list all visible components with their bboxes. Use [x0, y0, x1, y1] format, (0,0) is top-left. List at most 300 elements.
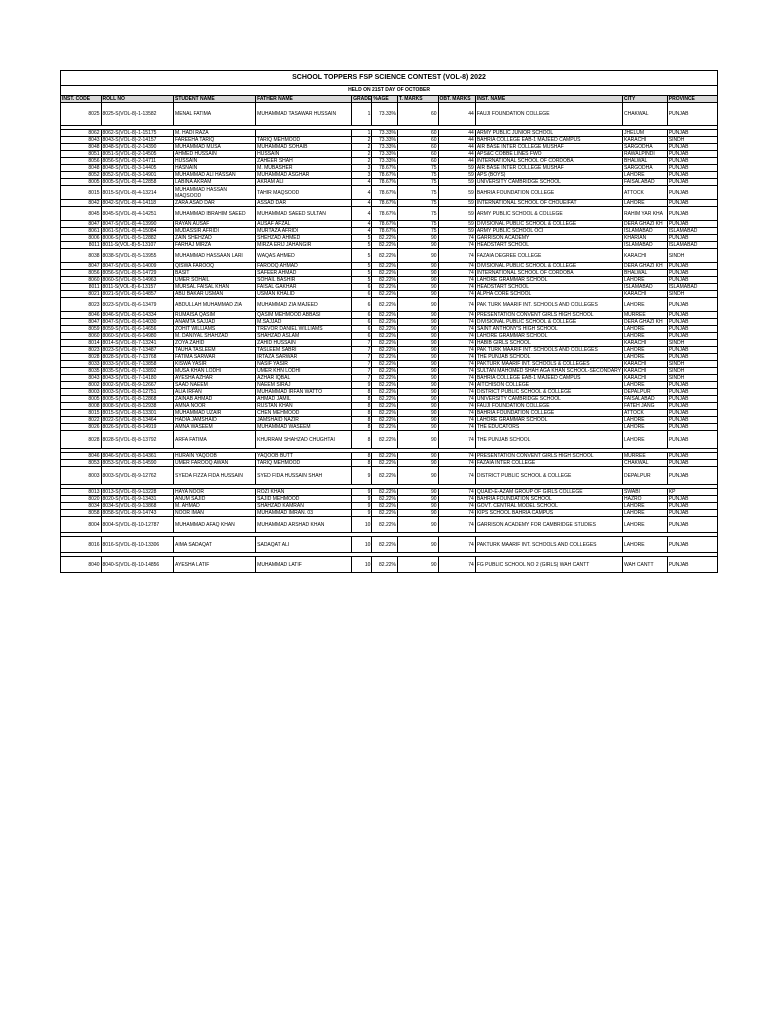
- cell-percentage: 78.67%: [372, 228, 398, 235]
- cell-obtained-marks: 74: [438, 382, 475, 389]
- table-row: [61, 375, 718, 382]
- cell-obtained-marks: 74: [438, 431, 475, 449]
- cell-total-marks: 90: [397, 467, 438, 485]
- cell-father-name: ASSAD DAR: [256, 200, 352, 207]
- table-row: [61, 200, 718, 207]
- cell-city: LAHORE: [623, 417, 668, 424]
- cell-roll-no: 8002-S(VOL-8)-9-12667: [101, 382, 174, 389]
- cell-city: DERA GHAZI KH: [623, 263, 668, 270]
- cell-inst-code: 8051: [61, 151, 102, 158]
- cell-student-name: MUHAMMAD ALI HASSAN: [174, 172, 256, 179]
- cell-roll-no: 8053-S(VOL-8)-8-14590: [101, 460, 174, 467]
- cell-roll-no: 8040-S(VOL-8)-10-14856: [101, 557, 174, 573]
- table-row: [61, 298, 718, 312]
- cell-obtained-marks: 44: [438, 144, 475, 151]
- cell-father-name: TARIQ MEHMOOD: [256, 460, 352, 467]
- cell-obtained-marks: 59: [438, 200, 475, 207]
- cell-inst-name: PRESENTATION CONVENT GIRLS HIGH SCHOOL: [475, 453, 622, 460]
- cell-grade: 2: [352, 137, 372, 144]
- cell-inst-name: LAHORE GRAMMAR SCHOOL: [475, 277, 622, 284]
- cell-total-marks: 90: [397, 403, 438, 410]
- cell-inst-name: DIVISIONAL PUBLIC SCHOOL & COLLEGE: [475, 263, 622, 270]
- cell-father-name: NASIF YASIR: [256, 361, 352, 368]
- cell-obtained-marks: 44: [438, 158, 475, 165]
- cell-percentage: 73.33%: [372, 130, 398, 137]
- cell-total-marks: 90: [397, 361, 438, 368]
- cell-inst-code: 8061: [61, 228, 102, 235]
- cell-obtained-marks: 74: [438, 453, 475, 460]
- cell-grade: 10: [352, 557, 372, 573]
- cell-province: PUNJAB: [667, 172, 717, 179]
- cell-father-name: TARIQ MEHMOOD: [256, 137, 352, 144]
- cell-student-name: FARHAJ MIRZA: [174, 242, 256, 249]
- cell-grade: 4: [352, 200, 372, 207]
- cell-grade: 7: [352, 354, 372, 361]
- cell-father-name: NAEEM SIRAJ: [256, 382, 352, 389]
- cell-student-name: QISWA FAROOQ: [174, 263, 256, 270]
- cell-roll-no: 8046-S(VOL-8)-8-14361: [101, 453, 174, 460]
- cell-grade: 9: [352, 503, 372, 510]
- cell-total-marks: 90: [397, 277, 438, 284]
- table-row: [61, 151, 718, 158]
- cell-city: FAISALABAD: [623, 179, 668, 186]
- cell-grade: 9: [352, 489, 372, 496]
- cell-percentage: 73.33%: [372, 158, 398, 165]
- cell-total-marks: 75: [397, 228, 438, 235]
- cell-grade: 8: [352, 424, 372, 431]
- cell-percentage: 82.22%: [372, 291, 398, 298]
- cell-father-name: SOHAIL BASHIR: [256, 277, 352, 284]
- cell-obtained-marks: 74: [438, 347, 475, 354]
- cell-inst-name: BAHRIA FOUNDATION COLLEGE: [475, 186, 622, 200]
- results-table: [60, 95, 718, 573]
- table-row: [61, 354, 718, 361]
- cell-roll-no: 8045-S(VOL-8)-4-14251: [101, 207, 174, 221]
- cell-student-name: M. DANIYAL SHAHZAD: [174, 333, 256, 340]
- cell-student-name: MUHAMMAD HASSAN MAQSOOD: [174, 186, 256, 200]
- cell-province: PUNJAB: [667, 354, 717, 361]
- cell-inst-code: 8013: [61, 489, 102, 496]
- table-row: [61, 165, 718, 172]
- cell-inst-name: AIR BASE INTER COLLEGE MUSHAF: [475, 144, 622, 151]
- cell-province: PUNJAB: [667, 333, 717, 340]
- cell-obtained-marks: 59: [438, 165, 475, 172]
- cell-grade: 3: [352, 165, 372, 172]
- cell-grade: 6: [352, 326, 372, 333]
- cell-roll-no: 8046-S(VOL-8)-6-14334: [101, 312, 174, 319]
- cell-city: SWABI: [623, 489, 668, 496]
- cell-student-name: MUHAMMAD IBRAHIM SAEED: [174, 207, 256, 221]
- cell-roll-no: 8026-S(VOL-8)-8-14919: [101, 424, 174, 431]
- cell-city: MURREE: [623, 312, 668, 319]
- cell-city: LAHORE: [623, 354, 668, 361]
- cell-inst-name: LAHORE GRAMMAR SCHOOL: [475, 417, 622, 424]
- cell-inst-name: HEADSTART SCHOOL: [475, 242, 622, 249]
- table-row: [61, 158, 718, 165]
- cell-inst-code: 8045: [61, 207, 102, 221]
- cell-inst-code: 8022: [61, 417, 102, 424]
- cell-father-name: FAROOQ AHMAD: [256, 263, 352, 270]
- cell-obtained-marks: 74: [438, 319, 475, 326]
- cell-total-marks: 90: [397, 326, 438, 333]
- cell-percentage: 78.67%: [372, 207, 398, 221]
- cell-father-name: [256, 130, 352, 137]
- cell-roll-no: 8016-S(VOL-8)-10-13306: [101, 537, 174, 553]
- cell-inst-code: 8035: [61, 368, 102, 375]
- cell-province: SINDH: [667, 368, 717, 375]
- cell-student-name: AYESHA LATIF: [174, 557, 256, 573]
- cell-city: KHARIAN: [623, 235, 668, 242]
- cell-grade: 5: [352, 249, 372, 263]
- cell-city: KARACHI: [623, 291, 668, 298]
- cell-grade: 6: [352, 291, 372, 298]
- cell-inst-name: FAUJI FOUNDATION COLLEGE: [475, 103, 622, 126]
- cell-grade: 5: [352, 277, 372, 284]
- cell-province: PUNJAB: [667, 503, 717, 510]
- cell-inst-code: 8028: [61, 431, 102, 449]
- cell-percentage: 82.22%: [372, 503, 398, 510]
- cell-inst-name: DISTRICT PUBLIC SCHOOL & COLLEGE: [475, 389, 622, 396]
- cell-grade: 5: [352, 235, 372, 242]
- cell-student-name: MUHAMMAD AFAQ KHAN: [174, 517, 256, 533]
- cell-inst-code: 8056: [61, 158, 102, 165]
- table-row: [61, 137, 718, 144]
- col-father-name: FATHER NAME: [256, 96, 352, 103]
- cell-percentage: 82.22%: [372, 298, 398, 312]
- table-row: [61, 103, 718, 126]
- cell-obtained-marks: 74: [438, 417, 475, 424]
- table-row: [61, 382, 718, 389]
- cell-province: PUNJAB: [667, 510, 717, 517]
- cell-student-name: SYEDA FIZZA FIDA HUSSAIN: [174, 467, 256, 485]
- cell-percentage: 82.22%: [372, 235, 398, 242]
- table-row: [61, 340, 718, 347]
- cell-obtained-marks: 74: [438, 460, 475, 467]
- cell-inst-code: 8005: [61, 179, 102, 186]
- table-row: [61, 403, 718, 410]
- cell-province: PUNJAB: [667, 312, 717, 319]
- cell-father-name: SAJID MEHMOOD: [256, 496, 352, 503]
- cell-province: PUNJAB: [667, 496, 717, 503]
- cell-father-name: MUHAMMAD IRFAN WATTO: [256, 389, 352, 396]
- cell-obtained-marks: 74: [438, 424, 475, 431]
- table-row: [61, 333, 718, 340]
- cell-student-name: MUHAMMAD MUSA: [174, 144, 256, 151]
- cell-roll-no: 8015-S(VOL-8)-4-13214: [101, 186, 174, 200]
- cell-student-name: MENAL FATIMA: [174, 103, 256, 126]
- cell-student-name: FATIMA SARWAR: [174, 354, 256, 361]
- cell-city: LAHORE: [623, 172, 668, 179]
- cell-total-marks: 75: [397, 207, 438, 221]
- cell-city: ISLAMABAD: [623, 242, 668, 249]
- cell-inst-code: 8060: [61, 333, 102, 340]
- cell-father-name: HUSSAIN: [256, 151, 352, 158]
- cell-obtained-marks: 74: [438, 326, 475, 333]
- cell-roll-no: 8005-S(VOL-8)-8-12868: [101, 396, 174, 403]
- cell-obtained-marks: 74: [438, 277, 475, 284]
- cell-grade: 5: [352, 242, 372, 249]
- cell-roll-no: 8028-S(VOL-8)-8-13792: [101, 431, 174, 449]
- cell-roll-no: 8021-S(VOL-8)-6-14857: [101, 291, 174, 298]
- cell-obtained-marks: 44: [438, 103, 475, 126]
- cell-roll-no: 8047-S(VOL-8)-4-13990: [101, 221, 174, 228]
- col-inst-name: INST. NAME: [475, 96, 622, 103]
- cell-percentage: 82.22%: [372, 284, 398, 291]
- cell-province: PUNJAB: [667, 144, 717, 151]
- cell-total-marks: 90: [397, 375, 438, 382]
- cell-roll-no: 8060-S(VOL-8)-5-14963: [101, 277, 174, 284]
- cell-roll-no: 8048-S(VOL-8)-3-14405: [101, 165, 174, 172]
- cell-percentage: 82.22%: [372, 263, 398, 270]
- cell-grade: 8: [352, 453, 372, 460]
- cell-obtained-marks: 74: [438, 510, 475, 517]
- table-row: [61, 557, 718, 573]
- cell-student-name: MURSAL FAISAL KHAN: [174, 284, 256, 291]
- cell-inst-code: 8033: [61, 361, 102, 368]
- cell-province: PUNJAB: [667, 277, 717, 284]
- cell-total-marks: 90: [397, 557, 438, 573]
- cell-total-marks: 90: [397, 537, 438, 553]
- table-row: [61, 347, 718, 354]
- cell-roll-no: 8033-S(VOL-8)-7-13858: [101, 361, 174, 368]
- cell-inst-code: 8014: [61, 340, 102, 347]
- cell-city: SARGODHA: [623, 144, 668, 151]
- cell-father-name: SAFEER AHMAD: [256, 270, 352, 277]
- cell-total-marks: 75: [397, 172, 438, 179]
- col-percentage: %AGE: [372, 96, 398, 103]
- cell-inst-name: DIVISIONAL PUBLIC SCHOOL & COLLEGE: [475, 221, 622, 228]
- cell-student-name: LABINA AKRAM: [174, 179, 256, 186]
- cell-city: WAH CANTT: [623, 557, 668, 573]
- cell-province: SINDH: [667, 249, 717, 263]
- cell-inst-name: HEADSTART SCHOOL: [475, 284, 622, 291]
- cell-obtained-marks: 74: [438, 361, 475, 368]
- cell-grade: 4: [352, 221, 372, 228]
- cell-inst-code: 8034: [61, 503, 102, 510]
- cell-obtained-marks: 74: [438, 496, 475, 503]
- cell-father-name: ROZI KHAN: [256, 489, 352, 496]
- cell-total-marks: 90: [397, 312, 438, 319]
- cell-total-marks: 90: [397, 424, 438, 431]
- cell-inst-code: 8046: [61, 312, 102, 319]
- cell-city: FAISALABAD: [623, 396, 668, 403]
- cell-grade: 1: [352, 130, 372, 137]
- cell-student-name: TAUHA TASLEEM: [174, 347, 256, 354]
- cell-inst-name: INTERNATIONAL SCHOOL OF CHOUEIFAT: [475, 200, 622, 207]
- cell-percentage: 82.22%: [372, 340, 398, 347]
- cell-province: PUNJAB: [667, 431, 717, 449]
- cell-total-marks: 90: [397, 242, 438, 249]
- cell-father-name: MUHAMMAD SAEED SULTAN: [256, 207, 352, 221]
- cell-student-name: HADIA JAMSHAID: [174, 417, 256, 424]
- cell-total-marks: 90: [397, 368, 438, 375]
- results-sheet: [60, 70, 718, 573]
- cell-roll-no: 8003-S(VOL-8)-8-12751: [101, 389, 174, 396]
- cell-inst-name: ALPHA CORE SCHOOL: [475, 291, 622, 298]
- cell-roll-no: 8023-S(VOL-8)-7-13487: [101, 347, 174, 354]
- cell-total-marks: 90: [397, 263, 438, 270]
- cell-city: RAWALPINDI: [623, 151, 668, 158]
- cell-inst-name: FAZAIA INTER COLLEGE: [475, 460, 622, 467]
- cell-percentage: 82.22%: [372, 249, 398, 263]
- cell-inst-name: AITCHISON COLLEGE: [475, 382, 622, 389]
- cell-province: PUNJAB: [667, 235, 717, 242]
- cell-student-name: ABDULLAH MUHAMMAD ZIA: [174, 298, 256, 312]
- cell-obtained-marks: 74: [438, 489, 475, 496]
- cell-roll-no: 8051-S(VOL-8)-2-14505: [101, 151, 174, 158]
- cell-percentage: 73.33%: [372, 144, 398, 151]
- cell-student-name: AIMA SADAQAT: [174, 537, 256, 553]
- cell-obtained-marks: 74: [438, 263, 475, 270]
- table-row: [61, 291, 718, 298]
- cell-province: SINDH: [667, 291, 717, 298]
- cell-city: MURREE: [623, 453, 668, 460]
- cell-percentage: 82.22%: [372, 417, 398, 424]
- cell-city: CHAKWAL: [623, 460, 668, 467]
- cell-father-name: UMER KHN LODHI: [256, 368, 352, 375]
- cell-total-marks: 90: [397, 396, 438, 403]
- cell-inst-code: 8062: [61, 130, 102, 137]
- cell-student-name: ALIA IRFAN: [174, 389, 256, 396]
- cell-total-marks: 90: [397, 417, 438, 424]
- cell-inst-name: INTERNATIONAL SCHOOL OF CORDOBA: [475, 270, 622, 277]
- cell-obtained-marks: 74: [438, 333, 475, 340]
- cell-total-marks: 90: [397, 503, 438, 510]
- cell-roll-no: 8048-S(VOL-8)-2-14390: [101, 144, 174, 151]
- cell-obtained-marks: 74: [438, 517, 475, 533]
- cell-grade: 6: [352, 312, 372, 319]
- cell-father-name: MUHAMMAD ASGHAR: [256, 172, 352, 179]
- table-row: [61, 517, 718, 533]
- cell-student-name: MUHAMMAD HASSAAN LARI: [174, 249, 256, 263]
- cell-inst-name: HABIB GIRLS SCHOOL: [475, 340, 622, 347]
- cell-inst-code: 8005: [61, 396, 102, 403]
- table-row: [61, 537, 718, 553]
- cell-grade: 9: [352, 510, 372, 517]
- cell-city: LAHORE: [623, 347, 668, 354]
- cell-province: PUNJAB: [667, 389, 717, 396]
- cell-inst-name: ARMY PUBLIC SCHOOL & COLLEGE: [475, 207, 622, 221]
- cell-student-name: AMNA NOOR: [174, 403, 256, 410]
- cell-percentage: 73.33%: [372, 137, 398, 144]
- cell-total-marks: 60: [397, 137, 438, 144]
- cell-percentage: 82.22%: [372, 368, 398, 375]
- cell-grade: 1: [352, 103, 372, 126]
- cell-roll-no: 8034-S(VOL-8)-9-13868: [101, 503, 174, 510]
- cell-percentage: 82.22%: [372, 319, 398, 326]
- cell-roll-no: 8003-S(VOL-8)-9-12762: [101, 467, 174, 485]
- cell-inst-name: THE PUNJAB SCHOOL: [475, 431, 622, 449]
- cell-city: LAHORE: [623, 326, 668, 333]
- table-row: [61, 144, 718, 151]
- cell-province: PUNJAB: [667, 382, 717, 389]
- cell-inst-code: 8042: [61, 200, 102, 207]
- cell-percentage: 78.67%: [372, 172, 398, 179]
- cell-inst-code: 8003: [61, 389, 102, 396]
- cell-grade: 6: [352, 319, 372, 326]
- cell-student-name: M. AHMAD: [174, 503, 256, 510]
- cell-roll-no: 8061-S(VOL-8)-4-15084: [101, 228, 174, 235]
- cell-roll-no: 8042-S(VOL-8)-4-14118: [101, 200, 174, 207]
- cell-father-name: AZHAR IQBAL: [256, 375, 352, 382]
- cell-inst-code: 8006: [61, 235, 102, 242]
- cell-roll-no: 8022-S(VOL-8)-8-13464: [101, 417, 174, 424]
- cell-province: PUNJAB: [667, 319, 717, 326]
- cell-total-marks: 90: [397, 249, 438, 263]
- cell-obtained-marks: 74: [438, 537, 475, 553]
- table-row: [61, 277, 718, 284]
- cell-roll-no: 8052-S(VOL-8)-3-14901: [101, 172, 174, 179]
- cell-father-name: MUHAMMAD IMRAN. 03: [256, 510, 352, 517]
- cell-student-name: ZARA ASAD DAR: [174, 200, 256, 207]
- cell-percentage: 78.67%: [372, 221, 398, 228]
- cell-grade: 10: [352, 517, 372, 533]
- cell-total-marks: 90: [397, 410, 438, 417]
- cell-total-marks: 90: [397, 340, 438, 347]
- cell-obtained-marks: 74: [438, 389, 475, 396]
- cell-grade: 4: [352, 186, 372, 200]
- cell-obtained-marks: 74: [438, 270, 475, 277]
- cell-inst-code: 8021: [61, 291, 102, 298]
- cell-obtained-marks: 74: [438, 284, 475, 291]
- cell-city: BHALWAL: [623, 158, 668, 165]
- cell-total-marks: 75: [397, 179, 438, 186]
- cell-father-name: WAQAS AHMED: [256, 249, 352, 263]
- table-row: [61, 179, 718, 186]
- cell-city: LAHORE: [623, 200, 668, 207]
- cell-city: LAHORE: [623, 298, 668, 312]
- cell-inst-name: FAZAIA DEGREE COLLEGE: [475, 249, 622, 263]
- cell-grade: 6: [352, 284, 372, 291]
- cell-inst-name: GOVT. CENTRAL MODEL SCHOOL: [475, 503, 622, 510]
- cell-grade: 8: [352, 460, 372, 467]
- cell-inst-name: KIPS SCHOOL BAHRIA CAMPUS: [475, 510, 622, 517]
- cell-student-name: FAREEHA TARIQ: [174, 137, 256, 144]
- cell-obtained-marks: 74: [438, 291, 475, 298]
- cell-student-name: HUSSAIN: [174, 158, 256, 165]
- cell-grade: 7: [352, 368, 372, 375]
- cell-province: PUNJAB: [667, 347, 717, 354]
- cell-student-name: ZOHIT WILLIAMS: [174, 326, 256, 333]
- cell-student-name: NOOR IMAN: [174, 510, 256, 517]
- cell-inst-name: GARRISON ACADEMY: [475, 235, 622, 242]
- cell-father-name: CHEN MEHMOOD: [256, 410, 352, 417]
- cell-obtained-marks: 74: [438, 396, 475, 403]
- cell-student-name: RUMAISA QASIM: [174, 312, 256, 319]
- table-header-row: [61, 96, 718, 103]
- cell-inst-code: 8002: [61, 382, 102, 389]
- cell-province: ISLAMABAD: [667, 228, 717, 235]
- cell-total-marks: 90: [397, 333, 438, 340]
- cell-obtained-marks: 59: [438, 228, 475, 235]
- table-row: [61, 467, 718, 485]
- table-row: [61, 172, 718, 179]
- cell-percentage: 78.67%: [372, 179, 398, 186]
- cell-percentage: 82.22%: [372, 424, 398, 431]
- cell-father-name: YAQOOB BUTT: [256, 453, 352, 460]
- cell-father-name: MUHAMMAD ZIA MAJEED: [256, 298, 352, 312]
- cell-city: LAHORE: [623, 537, 668, 553]
- cell-inst-code: 8043: [61, 375, 102, 382]
- cell-percentage: 78.67%: [372, 186, 398, 200]
- cell-total-marks: 60: [397, 151, 438, 158]
- table-row: [61, 410, 718, 417]
- cell-total-marks: 90: [397, 319, 438, 326]
- cell-province: PUNJAB: [667, 326, 717, 333]
- cell-grade: 2: [352, 144, 372, 151]
- cell-inst-code: 8048: [61, 165, 102, 172]
- cell-city: FATEH JANG: [623, 403, 668, 410]
